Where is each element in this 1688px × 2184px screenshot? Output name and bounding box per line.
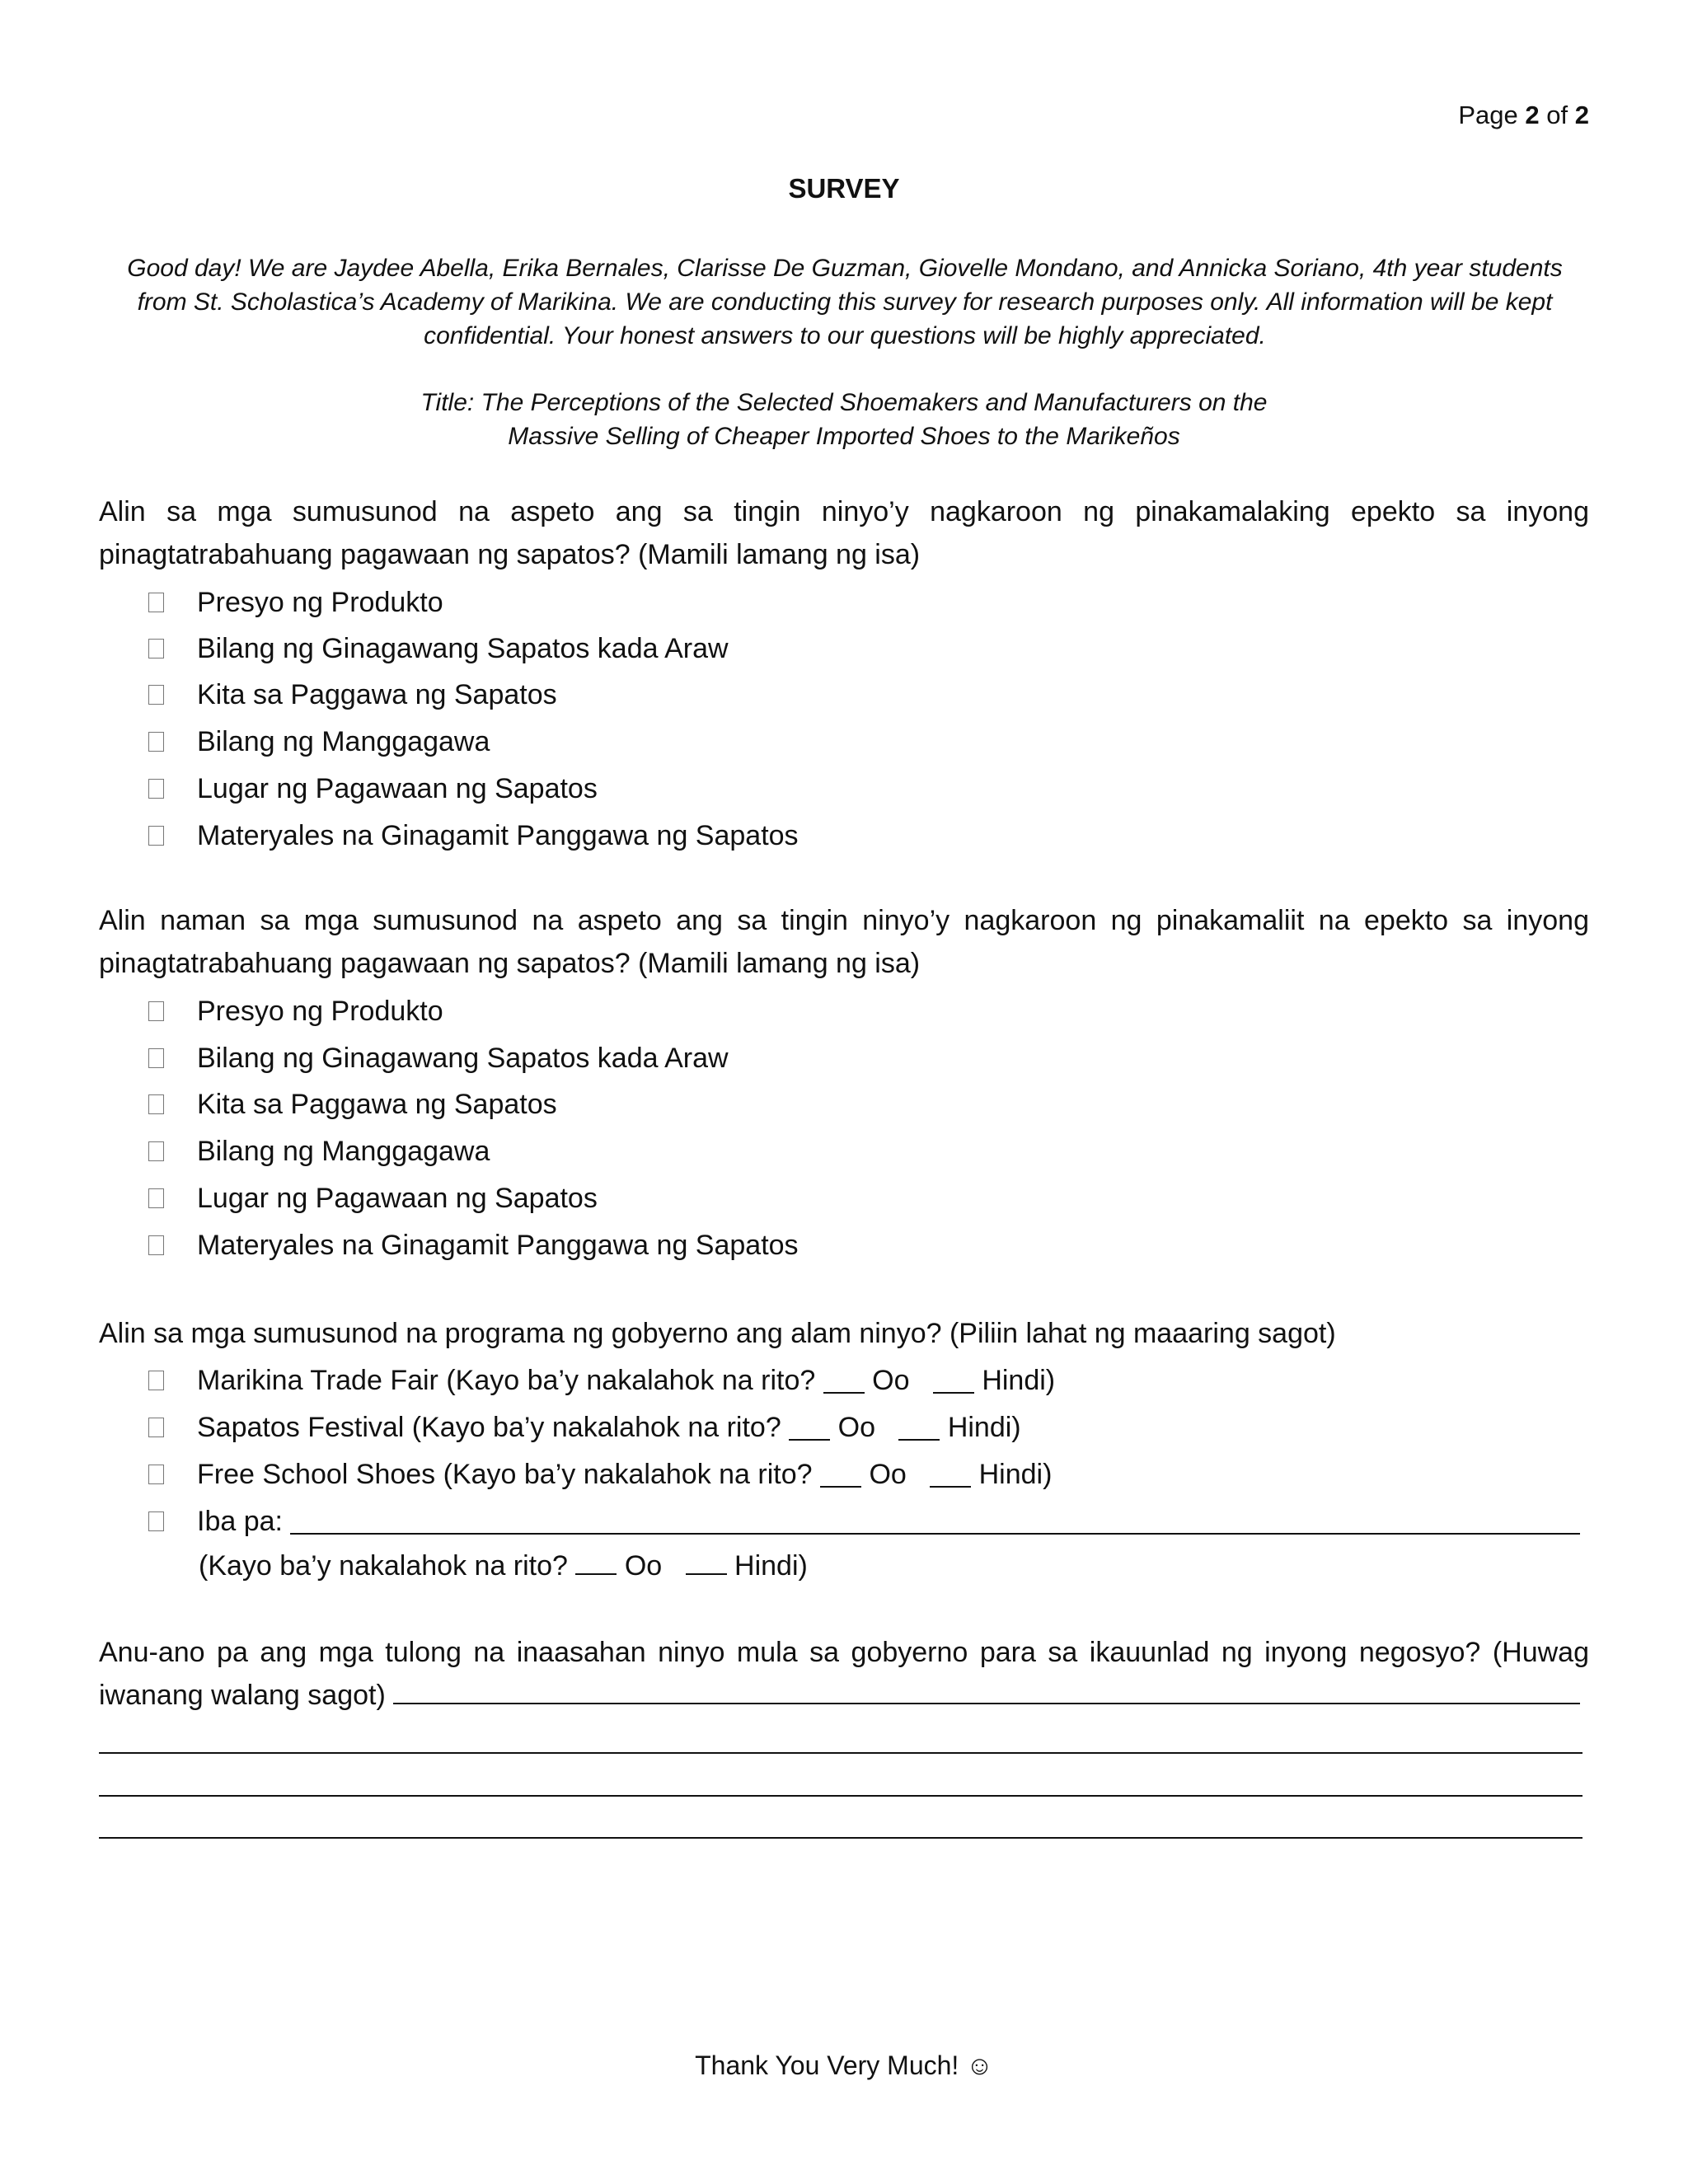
no-blank[interactable] [686, 1549, 727, 1575]
checkbox[interactable] [148, 779, 164, 799]
checkbox[interactable] [148, 1511, 164, 1531]
thank-you-message: Thank You Very Much! ☺ [695, 2050, 993, 2080]
checkbox[interactable] [148, 826, 164, 846]
option-label: Sapatos Festival (Kayo ba’y nakalahok na rito? [197, 1412, 781, 1443]
option-label: Lugar ng Pagawaan ng Sapatos [197, 1183, 598, 1214]
no-label: Hindi) [947, 1412, 1021, 1443]
yes-blank[interactable] [823, 1367, 865, 1394]
option-label: Lugar ng Pagawaan ng Sapatos [197, 773, 598, 804]
answer-line-4[interactable] [99, 1837, 1582, 1839]
no-label: Hindi) [982, 1365, 1056, 1396]
q3-option-1[interactable] [148, 1364, 1055, 1397]
yes-label: Oo [624, 1550, 663, 1582]
no-blank[interactable] [933, 1367, 974, 1394]
option-label: Presyo ng Produkto [197, 587, 443, 618]
option-label: Marikina Trade Fair (Kayo ba’y nakalahok na rito? [197, 1365, 816, 1396]
checkbox[interactable] [148, 1188, 164, 1208]
no-blank[interactable] [898, 1414, 940, 1441]
research-title [0, 386, 1688, 453]
page-label: Page [1458, 101, 1518, 129]
answer-blank-1[interactable] [393, 1678, 1580, 1704]
option-label: Bilang ng Ginagawang Sapatos kada Araw [197, 633, 729, 664]
option-label: Bilang ng Manggagawa [197, 726, 490, 757]
no-blank[interactable] [930, 1461, 971, 1488]
checkbox[interactable] [148, 1465, 164, 1484]
checkbox[interactable] [148, 685, 164, 705]
checkbox[interactable] [148, 1418, 164, 1437]
other-answer-blank[interactable] [290, 1508, 1580, 1535]
question-3: Alin sa mga sumusunod na programa ng gobyerno ang alam ninyo? (Piliin lahat ng maaaring sagot) [99, 1318, 1336, 1349]
q3-option-3[interactable] [148, 1458, 1052, 1491]
q3-option-other[interactable] [148, 1505, 1580, 1538]
checkbox[interactable] [148, 1235, 164, 1255]
yes-label: Oo [872, 1365, 910, 1396]
q1-option-6[interactable] [148, 819, 799, 852]
yes-blank[interactable] [820, 1461, 861, 1488]
checkbox[interactable] [148, 639, 164, 658]
q1-option-3[interactable] [148, 678, 557, 711]
yes-label: Oo [869, 1459, 907, 1490]
page-total: 2 [1574, 101, 1589, 129]
no-label: Hindi) [978, 1459, 1053, 1490]
question-4-line-2 [99, 1674, 1589, 1717]
q3-other-followup [199, 1549, 808, 1582]
option-label: Kita sa Paggawa ng Sapatos [197, 1089, 557, 1120]
checkbox[interactable] [148, 1001, 164, 1021]
research-title-line-1: Title: The Perceptions of the Selected Shoemakers and Manufacturers on the [420, 389, 1268, 416]
yes-label: Oo [837, 1412, 876, 1443]
question-4-line-1: Anu-ano pa ang mga tulong na inaasahan ninyo mula sa gobyerno para sa ikauunlad ng inyong negosyo? (Huwag [99, 1637, 1589, 1668]
q1-option-2[interactable] [148, 632, 729, 665]
checkbox[interactable] [148, 1141, 164, 1161]
followup-label: (Kayo ba’y nakalahok na rito? [199, 1550, 568, 1582]
checkbox[interactable] [148, 1048, 164, 1068]
q2-option-6[interactable] [148, 1229, 799, 1262]
option-label: Bilang ng Manggagawa [197, 1136, 490, 1167]
survey-heading: SURVEY [788, 173, 900, 204]
intro-paragraph: Good day! We are Jaydee Abella, Erika Bernales, Clarisse De Guzman, Giovelle Mondano, and Annicka Soriano, 4th year students from St. Scholastica’s Academy of Marikina. We are conducting this survey for research purposes only. All information will be kept confidential. Your honest answers to our questions will be highly appreciated. [127, 255, 1563, 349]
option-label: Bilang ng Ginagawang Sapatos kada Araw [197, 1043, 729, 1074]
option-label: Materyales na Ginagamit Panggawa ng Sapatos [197, 1230, 799, 1261]
option-label: Free School Shoes (Kayo ba’y nakalahok na rito? [197, 1459, 813, 1490]
option-label: Materyales na Ginagamit Panggawa ng Sapatos [197, 820, 799, 851]
page-of: of [1546, 101, 1568, 129]
yes-blank[interactable] [575, 1549, 617, 1575]
option-label: Presyo ng Produkto [197, 996, 443, 1027]
q2-option-2[interactable] [148, 1042, 729, 1075]
page-current: 2 [1525, 101, 1540, 129]
page-number [1458, 101, 1589, 130]
question-1: Alin sa mga sumusunod na aspeto ang sa tingin ninyo’y nagkaroon ng pinakamalaking epekto sa inyong pinagtatrabahuang pagawaan ng sapatos? (Mamili lamang ng isa) [99, 496, 1589, 570]
q1-option-5[interactable] [148, 772, 598, 805]
q2-option-3[interactable] [148, 1088, 557, 1121]
q2-option-5[interactable] [148, 1182, 598, 1215]
checkbox[interactable] [148, 1371, 164, 1390]
checkbox[interactable] [148, 593, 164, 612]
checkbox[interactable] [148, 732, 164, 752]
answer-line-2[interactable] [99, 1752, 1582, 1754]
option-label: Kita sa Paggawa ng Sapatos [197, 679, 557, 710]
q1-option-1[interactable] [148, 586, 443, 619]
research-title-line-2: Massive Selling of Cheaper Imported Shoes to the Marikeños [508, 423, 1180, 450]
no-label: Hindi) [734, 1550, 808, 1582]
q1-option-4[interactable] [148, 725, 490, 758]
q3-option-2[interactable] [148, 1411, 1021, 1444]
q2-option-1[interactable] [148, 995, 443, 1028]
yes-blank[interactable] [789, 1414, 830, 1441]
checkbox[interactable] [148, 1094, 164, 1114]
question-2: Alin naman sa mga sumusunod na aspeto ang sa tingin ninyo’y nagkaroon ng pinakamaliit na epekto sa inyong pinagtatrabahuang pagawaan ng sapatos? (Mamili lamang ng isa) [99, 905, 1589, 979]
q2-option-4[interactable] [148, 1135, 490, 1168]
question-4-text: iwanang walang sagot) [99, 1680, 386, 1711]
option-label: Iba pa: [197, 1506, 283, 1537]
answer-line-3[interactable] [99, 1795, 1582, 1797]
